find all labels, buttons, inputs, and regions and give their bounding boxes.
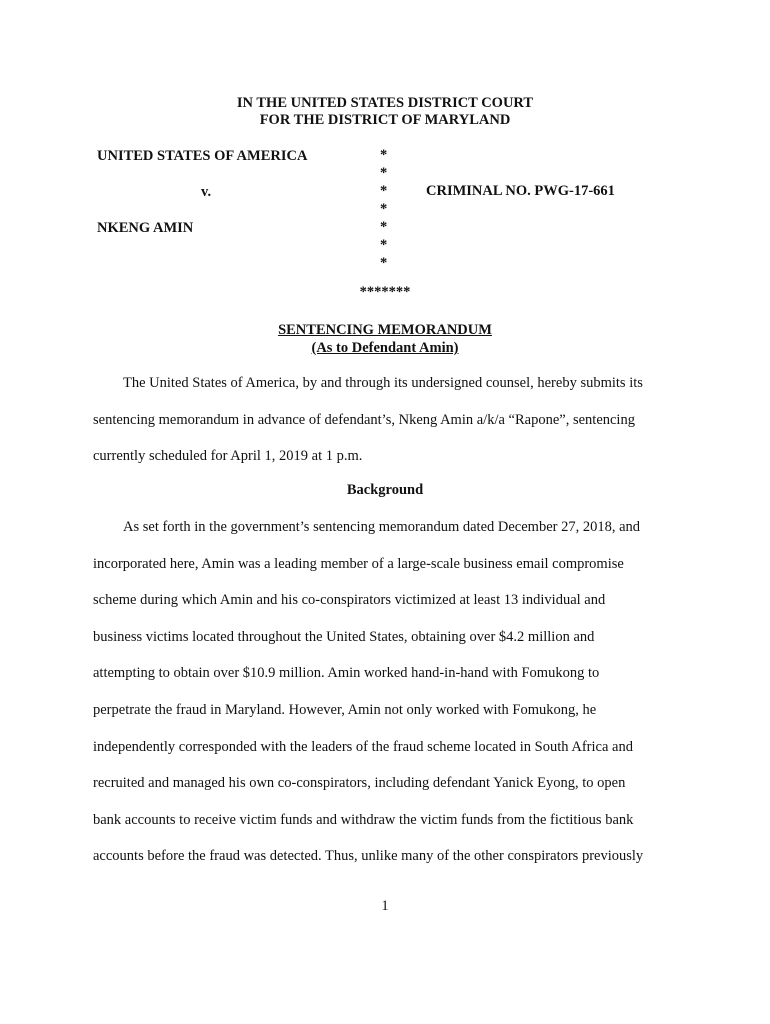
caption-separator: ******* xyxy=(359,284,411,300)
caption-star: * xyxy=(380,183,388,199)
caption-star: * xyxy=(380,255,388,271)
caption-star: * xyxy=(380,201,388,217)
document-title xyxy=(0,321,770,357)
intro-paragraph xyxy=(93,365,693,475)
paragraph-line: sentencing memorandum in advance of defendant’s, Nkeng Amin a/k/a “Rapone”, sentencing xyxy=(93,411,635,428)
page-number: 1 xyxy=(381,898,389,914)
caption-star: * xyxy=(380,147,388,163)
court-district: FOR THE DISTRICT OF MARYLAND xyxy=(259,112,511,128)
paragraph-line: currently scheduled for April 1, 2019 at 1 p.m. xyxy=(93,448,363,465)
court-name: IN THE UNITED STATES DISTRICT COURT xyxy=(236,95,534,111)
paragraph-line: incorporated here, Amin was a leading member of a large-scale business email compromise xyxy=(93,555,624,572)
caption-star: * xyxy=(380,165,388,181)
versus-label: v. xyxy=(201,184,212,200)
paragraph-line: The United States of America, by and through its undersigned counsel, hereby submits its xyxy=(123,375,643,391)
document-title-main: SENTENCING MEMORANDUM xyxy=(278,322,492,338)
caption-star: * xyxy=(380,237,388,253)
paragraph-line: As set forth in the government’s sentencing memorandum dated December 27, 2018, and xyxy=(123,519,641,535)
defendant-name: NKENG AMIN xyxy=(97,220,194,236)
case-number: CRIMINAL NO. PWG-17-661 xyxy=(426,183,615,199)
document-title-sub: (As to Defendant Amin) xyxy=(311,340,459,356)
paragraph-line: accounts before the fraud was detected. Thus, unlike many of the other conspirators previously xyxy=(93,848,644,865)
paragraph-line: independently corresponded with the leaders of the fraud scheme located in South Africa and xyxy=(93,738,633,755)
caption-star: * xyxy=(380,219,388,235)
plaintiff-name: UNITED STATES OF AMERICA xyxy=(97,148,308,164)
paragraph-line: bank accounts to receive victim funds and withdraw the victim funds from the fictitious bank xyxy=(93,811,634,828)
paragraph-line: recruited and managed his own co-conspirators, including defendant Yanick Eyong, to open xyxy=(93,775,626,792)
caption-star-column xyxy=(380,146,387,272)
paragraph-line: scheme during which Amin and his co-conspirators victimized at least 13 individual and xyxy=(93,592,606,609)
court-heading xyxy=(0,95,770,129)
paragraph-line: business victims located throughout the United States, obtaining over $4.2 million and xyxy=(93,628,595,645)
paragraph-line: attempting to obtain over $10.9 million. Amin worked hand-in-hand with Fomukong to xyxy=(93,665,600,682)
paragraph-line: perpetrate the fraud in Maryland. However, Amin not only worked with Fomukong, he xyxy=(93,701,597,718)
background-paragraph xyxy=(93,509,693,875)
section-heading: Background xyxy=(346,482,424,498)
